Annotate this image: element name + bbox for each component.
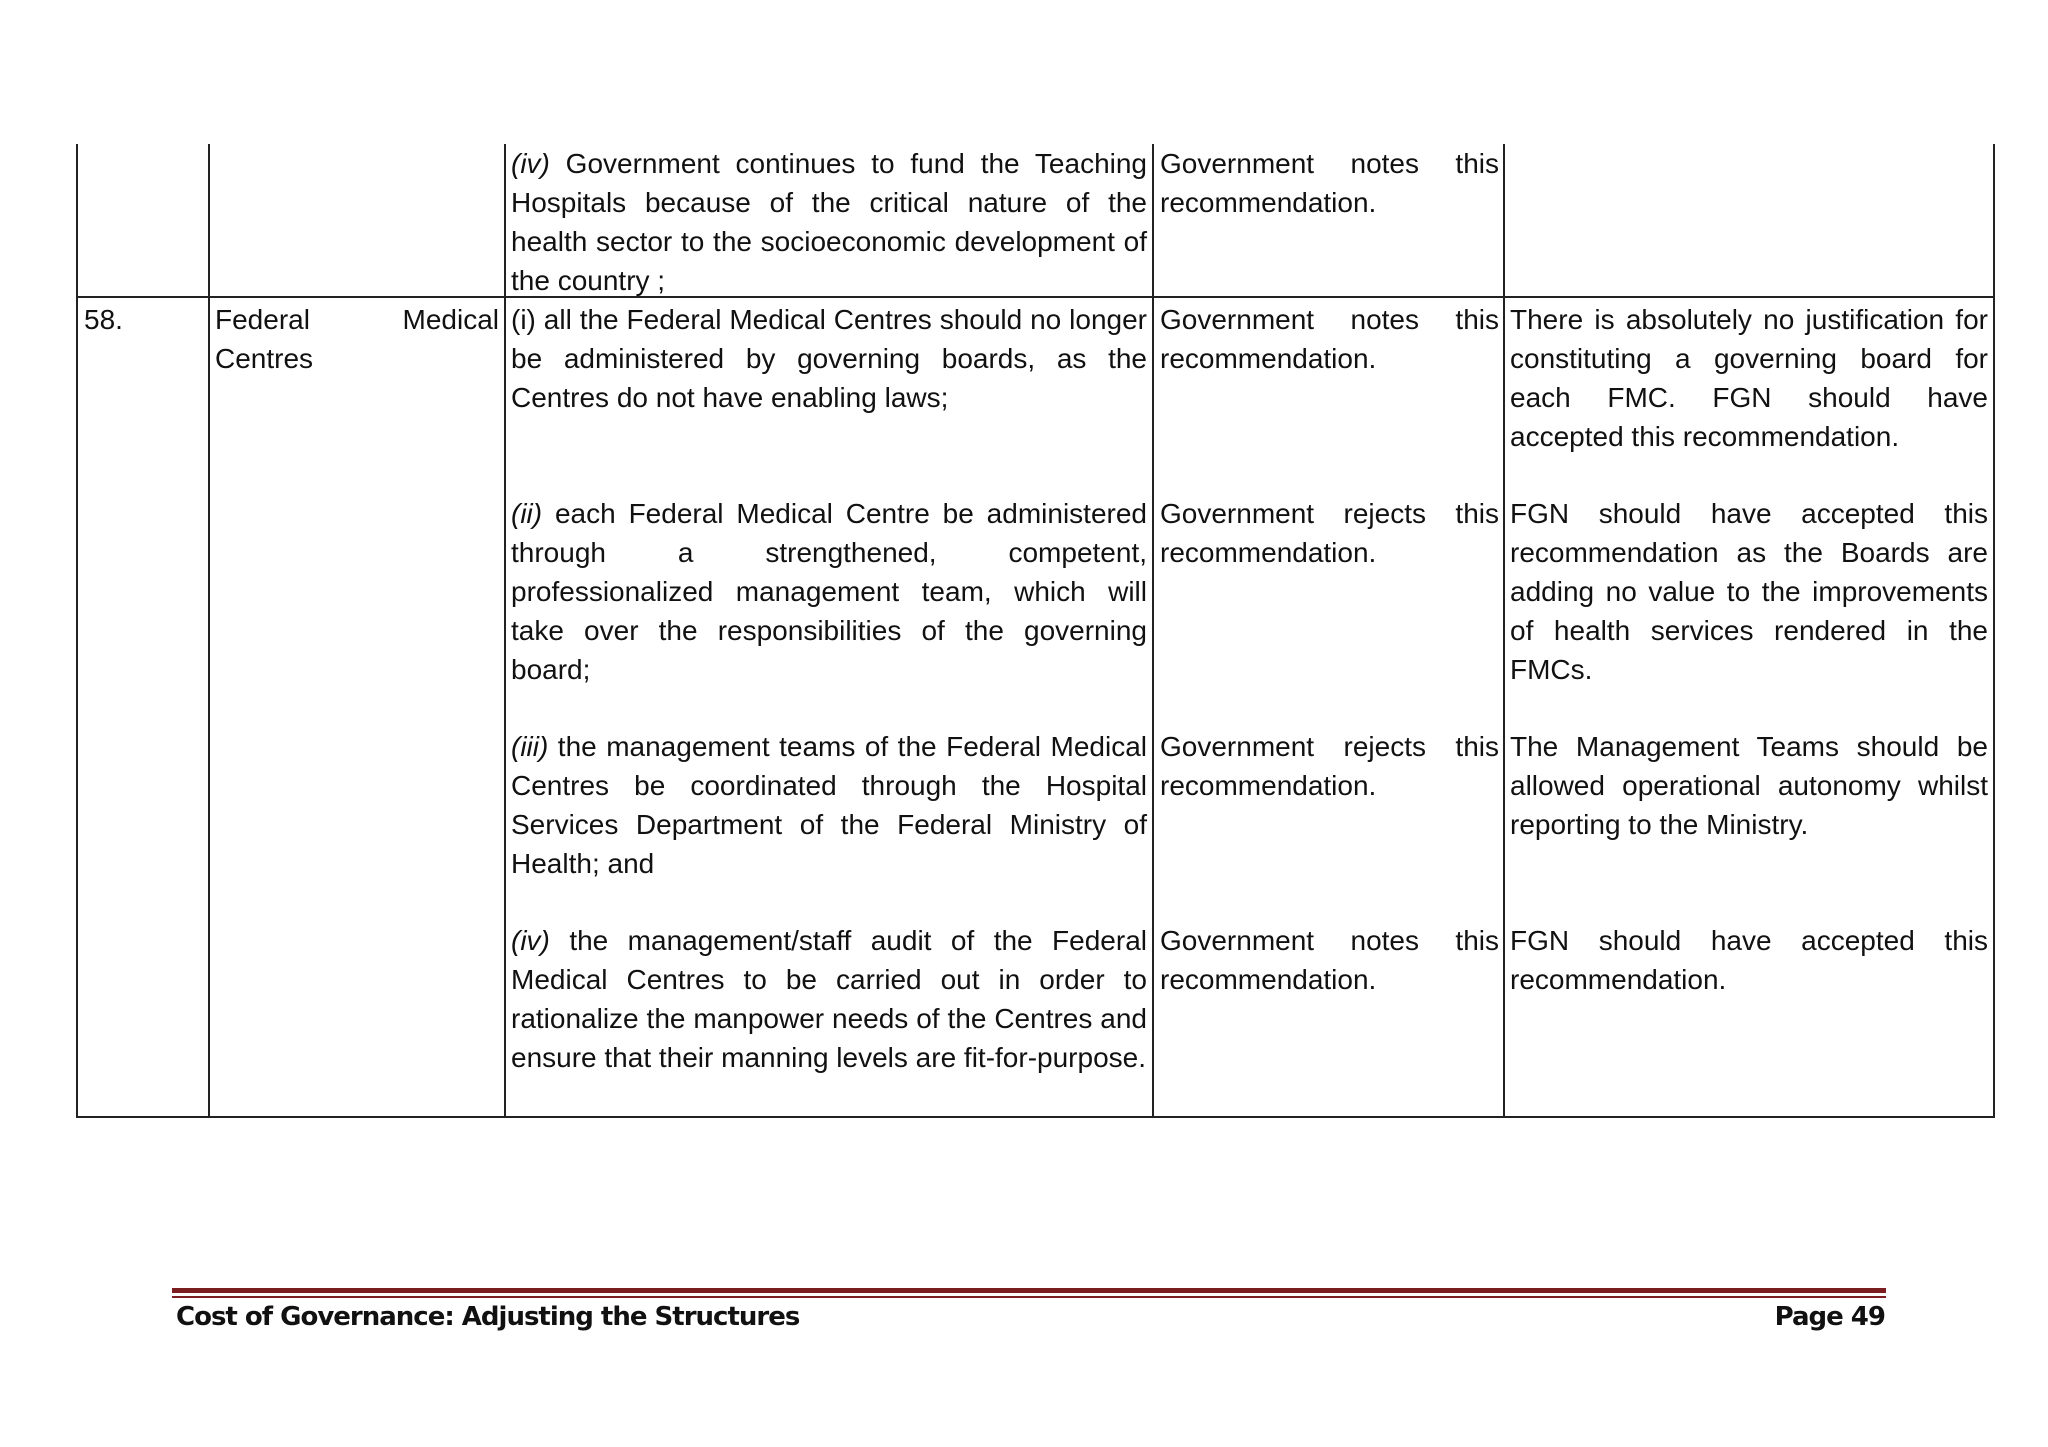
recommendation-text: each Federal Medical Centre be administered through a strengthened, competent, professionalized management team, which will take over the responsibilities of the governing board; — [511, 498, 1147, 685]
recommendation-text: the management/staff audit of the Federal Medical Centres to be carried out in order to rationalize the manpower needs of the Centres and ensure that their manning levels are fit-for-purpose. — [511, 925, 1147, 1073]
recommendations-table — [76, 144, 1995, 1118]
comment-iv: FGN should have accepted this recommendation. — [1510, 925, 1988, 995]
col-divider-3 — [1152, 144, 1154, 1116]
footer-title: Cost of Governance: Adjusting the Structures — [176, 1302, 800, 1332]
footer-rule-thin — [172, 1296, 1886, 1298]
col-divider-1 — [208, 144, 210, 1116]
row-subject: Federal Medical Centres — [215, 304, 499, 374]
row-number: 58. — [84, 304, 123, 335]
prev-response-iv: Government notes this recommendation. — [1160, 148, 1499, 218]
comment-iii: The Management Teams should be allowed operational autonomy whilst reporting to the Ministry. — [1510, 731, 1988, 840]
recommendation-iii — [511, 727, 1147, 883]
item-number: (iii) — [511, 731, 549, 762]
col-divider-2 — [504, 144, 506, 1116]
response-i: Government notes this recommendation. — [1160, 304, 1499, 374]
prev-recommendation-iv — [511, 144, 1147, 300]
comment-i: There is absolutely no justification for constituting a governing board for each FMC. FGN should have accepted this recommendation. — [1510, 304, 1988, 452]
item-number: (iv) — [511, 925, 550, 956]
recommendation-text: the management teams of the Federal Medical Centres be coordinated through the Hospital Services Department of the Federal Ministry of Health; and — [511, 731, 1147, 879]
response-iii: Government rejects this recommendation. — [1160, 731, 1499, 801]
recommendation-i: (i) all the Federal Medical Centres should no longer be administered by governing boards, as the Centres do not have enabling laws; — [511, 304, 1147, 413]
footer-rule-thick — [172, 1288, 1886, 1293]
recommendation-text: Government continues to fund the Teaching Hospitals because of the critical nature of the health sector to the socioeconomic development of the country ; — [511, 148, 1147, 296]
recommendation-ii — [511, 494, 1147, 689]
item-number: (ii) — [511, 498, 543, 529]
page-number: Page 49 — [1774, 1302, 1885, 1332]
response-iv: Government notes this recommendation. — [1160, 925, 1499, 995]
item-number: (iv) — [511, 148, 550, 179]
col-divider-4 — [1503, 144, 1505, 1116]
response-ii: Government rejects this recommendation. — [1160, 498, 1499, 568]
comment-ii: FGN should have accepted this recommendation as the Boards are adding no value to the improvements of health services rendered in the FMCs. — [1510, 498, 1988, 685]
recommendation-iv — [511, 921, 1147, 1077]
